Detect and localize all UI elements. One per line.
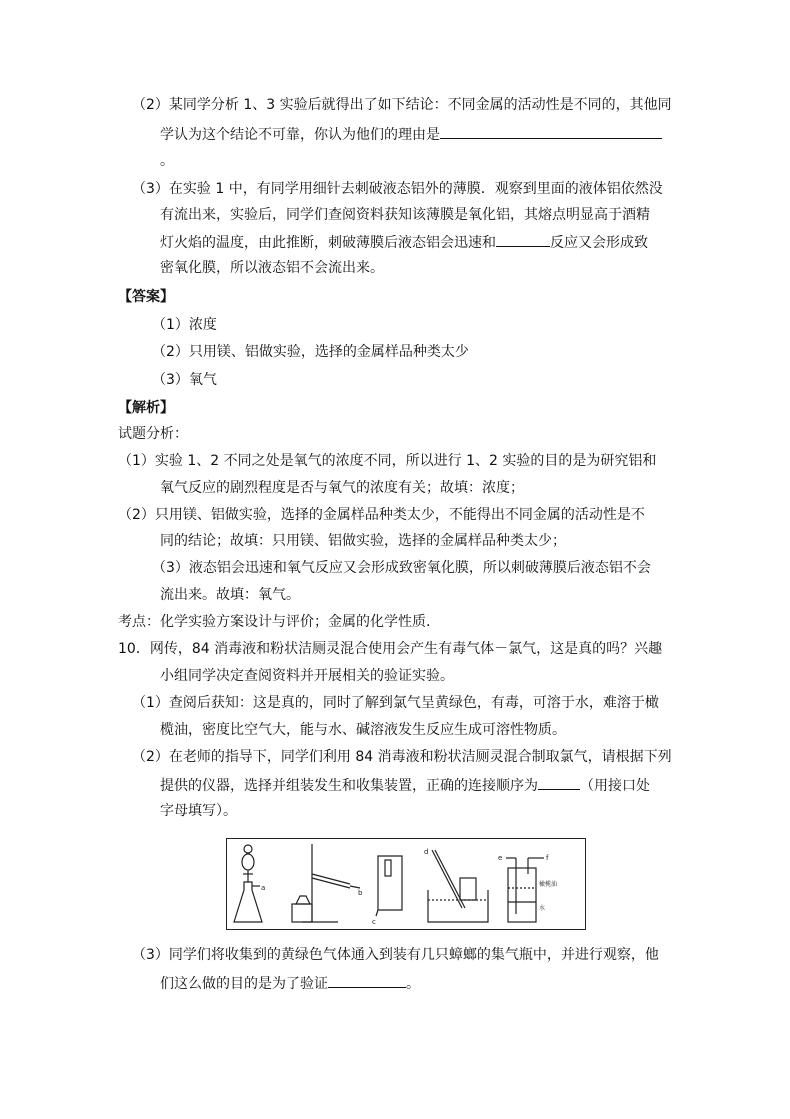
q-prev-part3-line4: 密氧化膜，所以液态铝不会流出来。	[160, 260, 384, 276]
answer-item-1: （1）浓度	[152, 317, 217, 333]
q10-part3-line2	[160, 973, 420, 993]
water-trough	[428, 850, 488, 922]
q-prev-part2-line3: 。	[160, 153, 174, 169]
separatory-funnel-flask	[234, 845, 262, 922]
collection-bottle	[376, 856, 402, 916]
q10-part3-text: 们这么做的目的是为了验证	[160, 976, 328, 992]
answer-blank[interactable]	[538, 775, 580, 790]
analysis-step2-line1: （2）只用镁、铝做实验，选择的金属样品种类太少，不能得出不同金属的活动性是不	[118, 507, 645, 523]
heating-tube-stand	[292, 844, 360, 922]
analysis-step1-line1: （1）实验 1、2 不同之处是氧气的浓度不同，所以进行 1、2 实验的目的是为研究铝和	[118, 453, 657, 469]
gas-washing-bottle	[506, 858, 544, 922]
label-d: d	[424, 848, 429, 856]
q-prev-part3-line2: 有流出来，实验后，同学们查阅资料获知该薄膜是氧化铝，其熔点明显高于酒精	[160, 207, 650, 223]
q-prev-part3-text: 灯火焰的温度，由此推断，刺破薄膜后液态铝会迅速和	[160, 235, 496, 251]
answer-item-2: （2）只用镁、铝做实验，选择的金属样品种类太少	[152, 344, 469, 360]
analysis-step3-line2: 流出来。故填：氧气。	[160, 587, 300, 603]
q-prev-part2-text: 学认为这个结论不可靠，你认为他们的理由是	[160, 127, 440, 143]
q-prev-part3-text-b: 反应又会形成致	[550, 235, 648, 251]
q10-part3-line1: （3）同学们将收集到的黄绿色气体通入到装有几只蟑螂的集气瓶中，并进行观察，他	[132, 947, 659, 963]
q-prev-part2-line1: （2）某同学分析 1、3 实验后就得出了如下结论：不同金属的活动性是不同的，其他同	[132, 97, 672, 113]
answer-blank[interactable]	[328, 973, 406, 988]
q10-part2-line2	[160, 775, 650, 795]
label-f: f	[546, 854, 549, 862]
label-a: a	[261, 884, 266, 892]
label-e: e	[498, 854, 503, 862]
label-olive-oil: 橄榄油	[539, 881, 558, 888]
q-prev-part3-line1: （3）在实验 1 中，有同学用细针去刺破液态铝外的薄膜．观察到里面的液体铝依然没	[132, 181, 663, 197]
label-c: c	[372, 918, 376, 926]
analysis-step2-line2: 同的结论；故填：只用镁、铝做实验，选择的金属样品种类太少；	[160, 533, 566, 549]
q10-line2: 小组同学决定查阅资料并开展相关的验证实验。	[160, 668, 454, 684]
analysis-intro: 试题分析：	[118, 426, 188, 442]
answer-blank[interactable]	[496, 232, 550, 247]
label-water: 水	[539, 905, 546, 912]
label-b: b	[358, 889, 363, 897]
apparatus-figure	[226, 838, 586, 930]
analysis-step1-line2: 氧气反应的剧烈程度是否与氧气的浓度有关；故填：浓度；	[160, 480, 524, 496]
q-prev-part2-line2	[160, 124, 662, 144]
kaodian: 考点：化学实验方案设计与评价；金属的化学性质.	[118, 614, 431, 630]
answer-item-3: （3）氧气	[152, 372, 217, 388]
analysis-step3-line1: （3）液态铝会迅速和氧气反应又会形成致密氧化膜，所以刺破薄膜后液态铝不会	[152, 560, 651, 576]
q10-part1-line2: 榄油，密度比空气大，能与水、碱溶液发生反应生成可溶性物质。	[160, 722, 566, 738]
q10-part2-text-b: （用接口处	[580, 778, 650, 794]
q10-part3-text-b: 。	[406, 976, 420, 992]
q-prev-part3-line3	[160, 232, 648, 252]
q10-part2-line3: 字母填写）。	[160, 803, 237, 819]
q10-line1: 10．网传，84 消毒液和粉状洁厕灵混合使用会产生有毒气体－氯气，这是真的吗？兴趣	[118, 641, 663, 657]
answer-heading: 【答案】	[118, 289, 174, 305]
q10-part2-line1: （2）在老师的指导下，同学们利用 84 消毒液和粉状洁厕灵混合制取氯气，请根据下列	[132, 749, 672, 765]
q10-part2-text: 提供的仪器，选择并组装发生和收集装置，正确的连接顺序为	[160, 778, 538, 794]
answer-blank[interactable]	[440, 124, 662, 139]
q10-part1-line1: （1）查阅后获知：这是真的，同时了解到氯气呈黄绿色，有毒，可溶于水，难溶于橄	[132, 695, 659, 711]
analysis-heading: 【解析】	[118, 400, 174, 416]
